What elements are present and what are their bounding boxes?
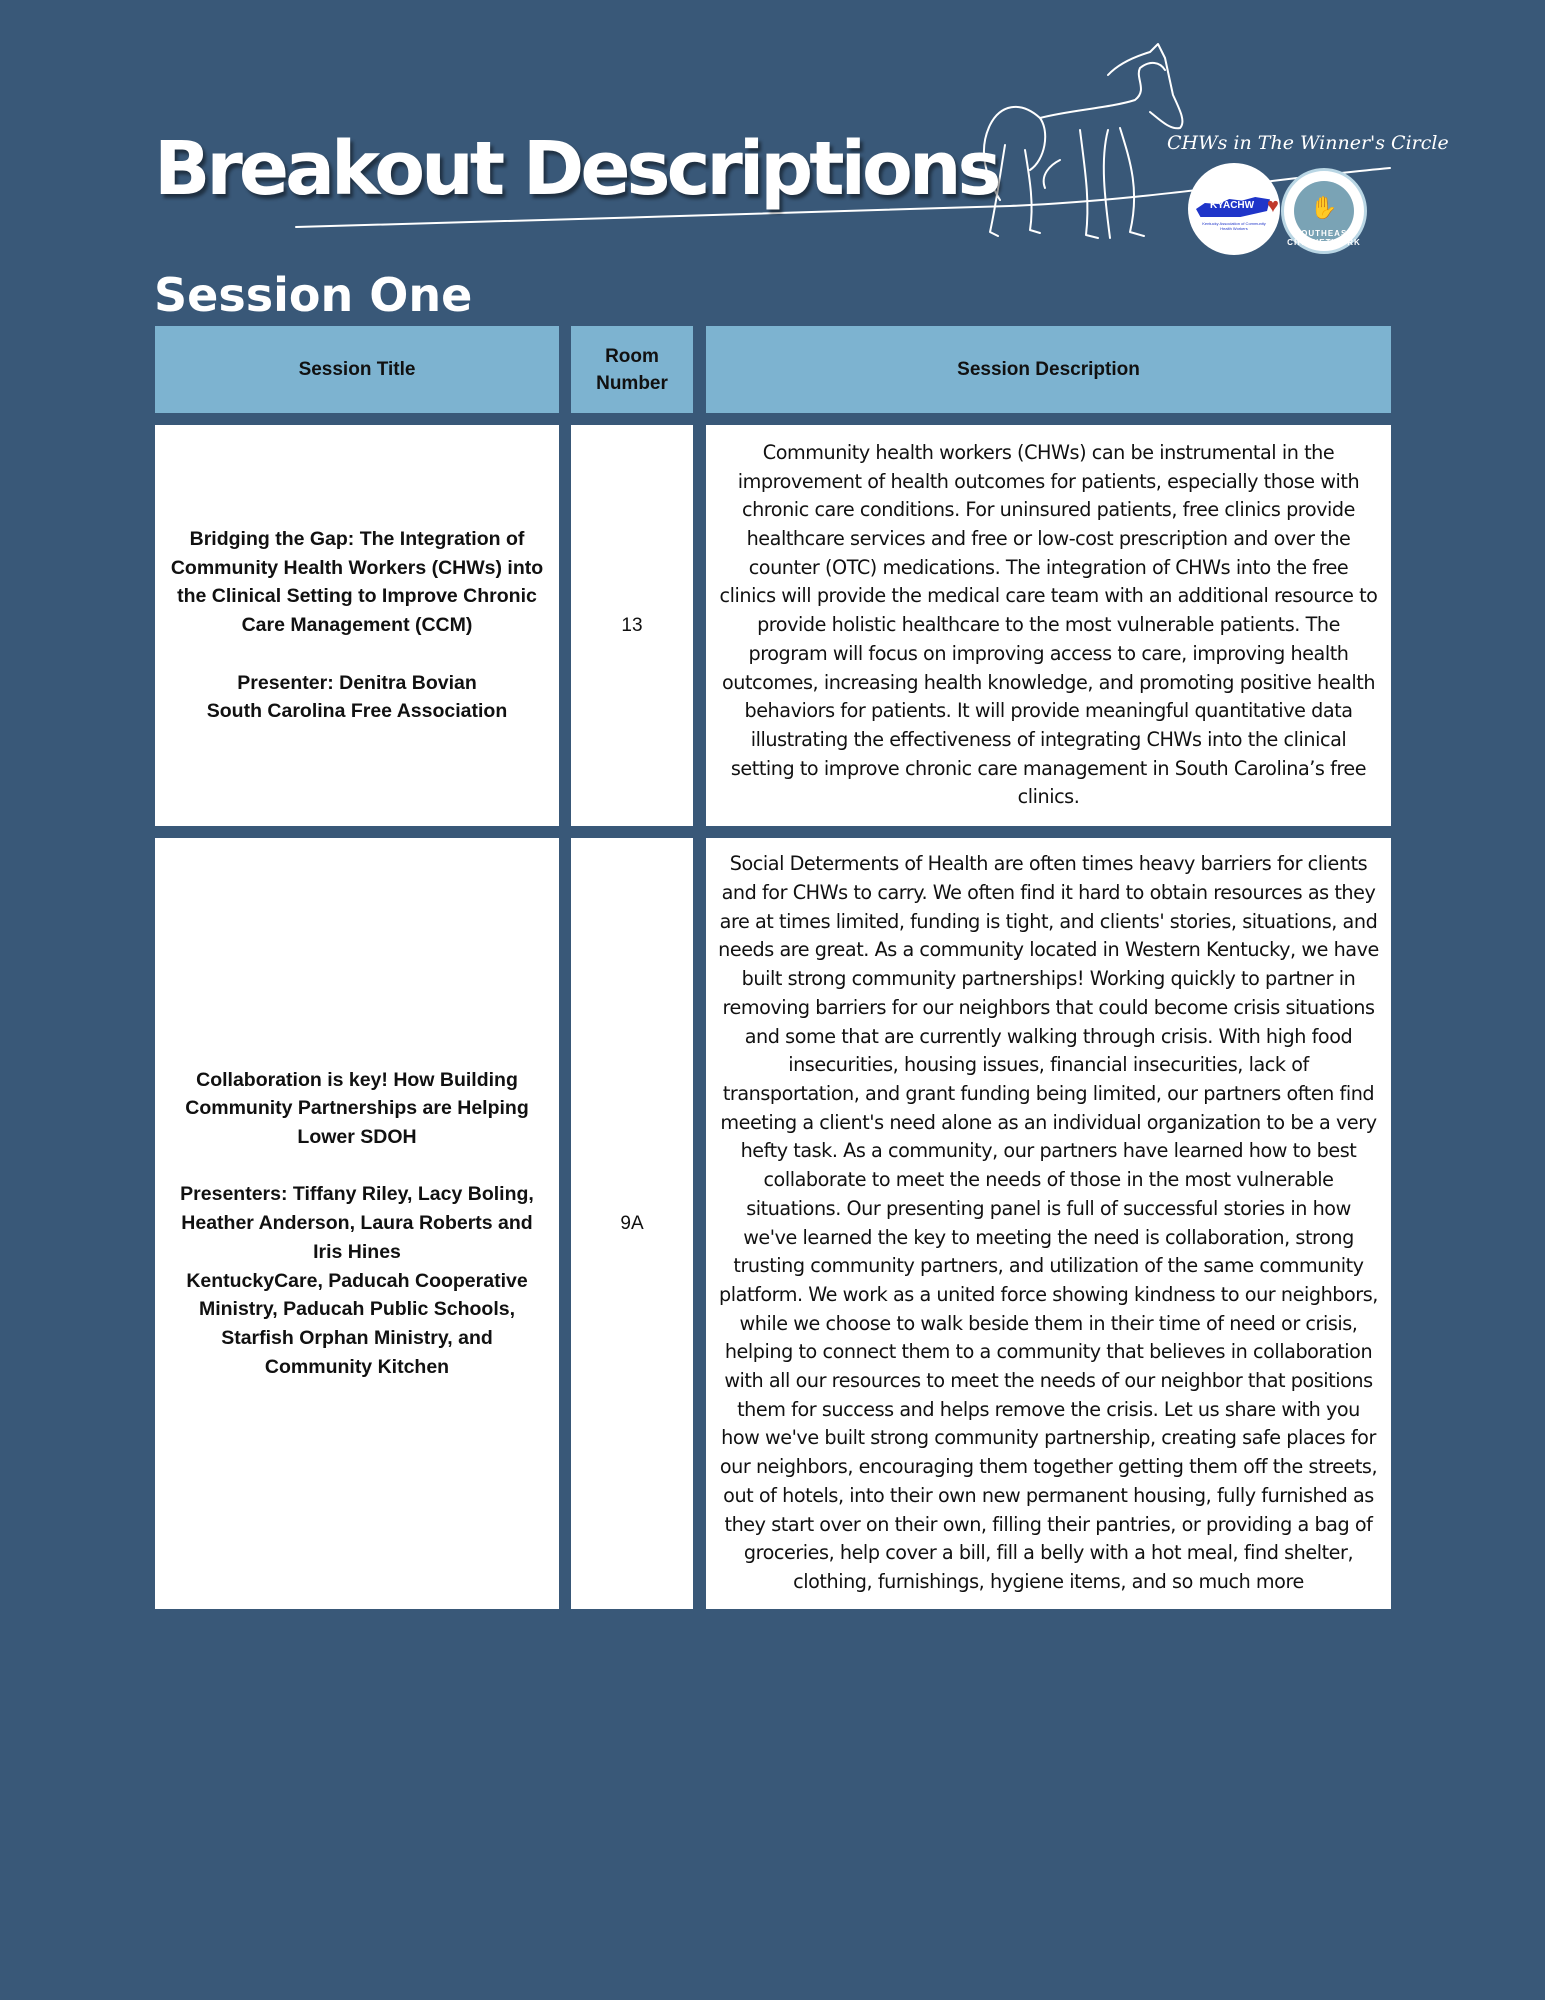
session-organization: South Carolina Free Association	[206, 700, 508, 723]
column-header-label: Session Description	[957, 359, 1140, 380]
session-heading: Session One	[154, 268, 473, 322]
room-number: 9A	[620, 1212, 644, 1234]
table-row-1-title-cell	[155, 425, 559, 826]
network-logo-label: SOUTHEAST CHW NETWORK	[1287, 229, 1361, 247]
session-organization: KentuckyCare, Paducah Cooperative Ministry, Paducah Public Schools, Starfish Orphan Ministry, and Community Kitchen	[186, 1269, 528, 1378]
column-header-label: Room	[605, 345, 659, 367]
table-row-2-room-cell	[571, 838, 693, 1609]
heart-icon: ♥	[1267, 195, 1279, 217]
table-row-2-description-cell	[706, 838, 1391, 1609]
table-row-1-room-cell	[571, 425, 693, 826]
southeast-chw-network-logo	[1281, 168, 1367, 254]
column-header-label: Number	[596, 372, 668, 394]
session-presenter: Presenter: Denitra Bovian	[237, 671, 477, 694]
raised-hands-icon: ✋	[1310, 195, 1338, 220]
kyachw-logo-subtext: Kentucky Association of Community Health Workers	[1202, 221, 1266, 231]
column-header-session-title	[155, 326, 559, 413]
room-number: 13	[621, 614, 643, 636]
kyachw-logo-label: KYACHW	[1210, 200, 1255, 211]
session-title: Bridging the Gap: The Integration of Community Health Workers (CHWs) into the Clinical Setting to Improve Chronic Care Management (CCM)	[170, 528, 544, 637]
table-row-2-title-cell	[155, 838, 559, 1609]
session-description: Social Determents of Health are often times heavy barriers for clients and for CHWs to carry. We often find it hard to obtain resources as they are at times limited, funding is tight, and clients' stories, situations, and needs are great. As a community located in Western Kentucky, we have built strong community partnerships! Working quickly to partner in removing barriers for our neighbors that could become crisis situations and some that are currently walking through crisis. With high food insecurities, housing issues, financial insecurities, lack of transportation, and grant funding being limited, our partners often find meeting a client's need alone as an individual organization to be a very hefty task. As a community, our partners have learned how to best collaborate to meet the needs of those in the most vulnerable situations. Our presenting panel is full of successful stories in how we've learned the key to meeting the need is collaboration, strong trusting community partners, and utilization of the same community platform. We work as a united force showing kindness to our neighbors, while we choose to walk beside them in their time of need or crisis, helping to connect them to a community that believes in collaboration with all our resources to meet the needs of our neighbor that positions them for success and helps remove the crisis. Let us share with you how we've built strong community partnership, creating safe places for our neighbors, encouraging them together getting them off the streets, out of hotels, into their own new permanent housing, fully furnished as they start over on their own, filling their pantries, or providing a bag of groceries, help cover a bill, fill a belly with a hot meal, find shelter, clothing, furnishings, hygiene items, and so much more	[718, 852, 1379, 1593]
column-header-room-number	[571, 326, 693, 413]
page-title: Breakout Descriptions	[154, 126, 998, 212]
session-title: Collaboration is key! How Building Community Partnerships are Helping Lower SDOH	[185, 1068, 529, 1149]
session-description: Community health workers (CHWs) can be instrumental in the improvement of health outcomes for patients, especially those with chronic care conditions. For uninsured patients, free clinics provide healthcare services and free or low-cost prescription and over the counter (OTC) medications. The integration of CHWs into the free clinics will provide the medical care team with an additional resource to provide holistic healthcare to the most vulnerable patients. The program will focus on improving access to care, improving health outcomes, increasing health knowledge, and promoting positive health behaviors for patients. It will provide meaningful quantitative data illustrating the effectiveness of integrating CHWs into the clinical setting to improve chronic care management in South Carolina’s free clinics.	[719, 440, 1378, 809]
tagline: CHWs in The Winner's Circle	[1167, 132, 1449, 154]
column-header-label: Session Title	[298, 359, 416, 380]
table-row-1-description-cell	[706, 425, 1391, 826]
session-presenter: Presenters: Tiffany Riley, Lacy Boling, Heather Anderson, Laura Roberts and Iris Hines	[180, 1183, 534, 1263]
column-header-session-description	[706, 326, 1391, 413]
